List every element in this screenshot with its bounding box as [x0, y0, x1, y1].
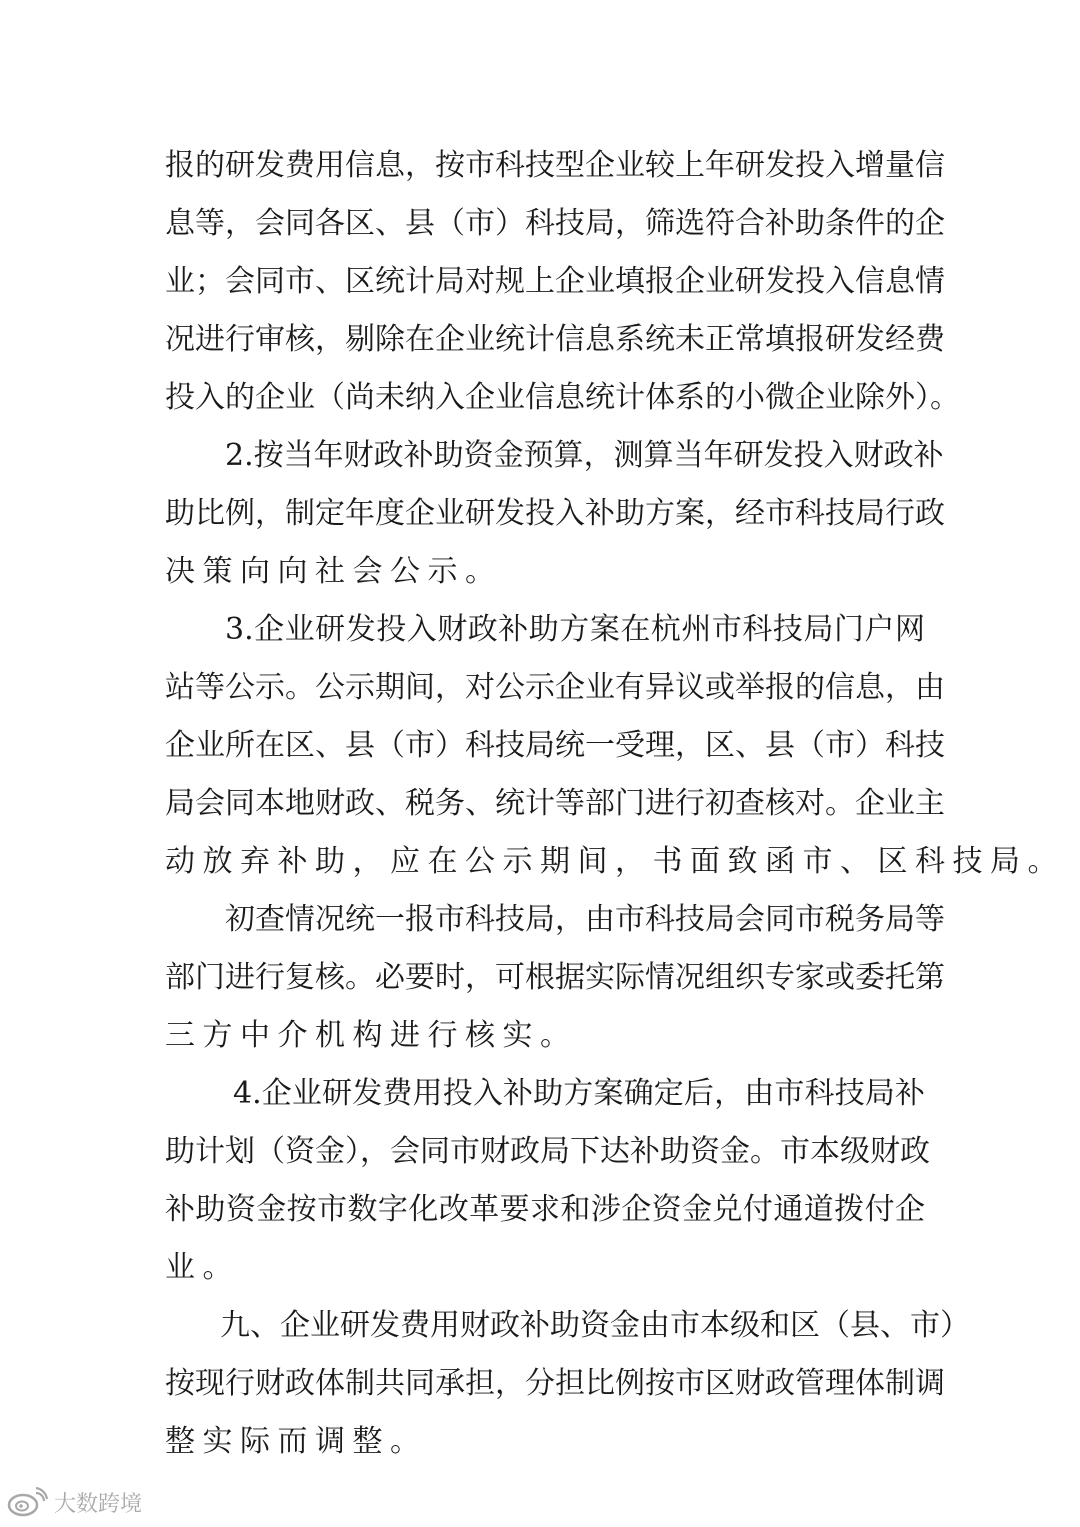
text-line: 部门进行复核。必要时，可根据实际情况组织专家或委托第	[165, 960, 945, 995]
text-line: 助比例，制定年度企业研发投入补助方案，经市科技局行政	[165, 496, 945, 531]
text-line: 投入的企业（尚未纳入企业信息统计体系的小微企业除外）。	[165, 380, 960, 415]
text-line: 况进行审核，剔除在企业统计信息系统未正常填报研发经费	[165, 322, 945, 357]
text-line: 息等，会同各区、县（市）科技局，筛选符合补助条件的企	[165, 206, 945, 241]
text-line: 2.按当年财政补助资金预算，测算当年研发投入财政补	[225, 438, 944, 473]
text-line: 整实际而调整。	[165, 1424, 428, 1459]
text-line: 业。	[165, 1250, 240, 1285]
text-line: 动放弃补助，应在公示期间，书面致函市、区科技局。	[165, 844, 1065, 879]
weibo-logo-icon	[6, 1487, 48, 1517]
text-line: 补助资金按市数字化改革要求和涉企资金兑付通道拨付企	[165, 1192, 925, 1227]
text-line: 助计划（资金），会同市财政局下达补助资金。市本级财政	[165, 1134, 930, 1169]
text-line: 三方中介机构进行核实。	[165, 1018, 578, 1053]
text-line: 初查情况统一报市科技局，由市科技局会同市税务局等	[225, 902, 945, 937]
text-line: 3.企业研发投入财政补助方案在杭州市科技局门户网	[225, 612, 925, 647]
text-line: 按现行财政体制共同承担，分担比例按市区财政管理体制调	[165, 1366, 945, 1401]
watermark-text: 大数跨境	[54, 1491, 143, 1517]
text-line: 企业所在区、县（市）科技局统一受理，区、县（市）科技	[165, 728, 945, 763]
text-line: 4.企业研发费用投入补助方案确定后，由市科技局补	[233, 1076, 925, 1111]
watermark	[6, 1486, 142, 1518]
text-line: 决策向向社会公示。	[165, 554, 503, 589]
text-line: 业；会同市、区统计局对规上企业填报企业研发投入信息情	[165, 264, 945, 299]
text-line: 九、企业研发费用财政补助资金由市本级和区（县、市）	[220, 1308, 970, 1343]
text-line: 报的研发费用信息，按市科技型企业较上年研发投入增量信	[165, 148, 945, 183]
text-line: 局会同本地财政、税务、统计等部门进行初查核对。企业主	[165, 786, 945, 821]
text-line: 站等公示。公示期间，对公示企业有异议或举报的信息，由	[165, 670, 945, 705]
